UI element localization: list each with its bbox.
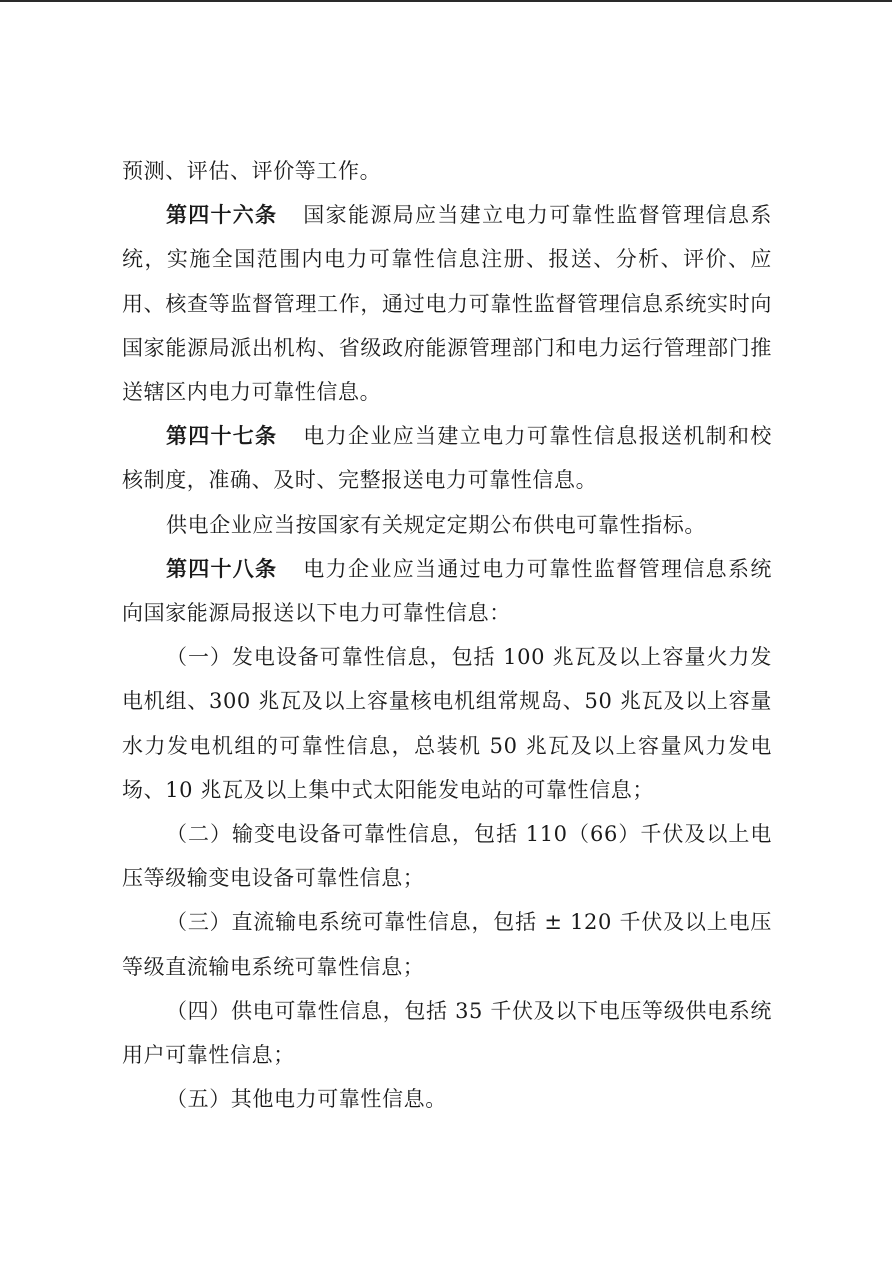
- list-item-5: [122, 1077, 772, 1121]
- list-item-1: [122, 635, 772, 812]
- article-number: 第四十八条: [166, 556, 278, 581]
- paragraph-text: （一）发电设备可靠性信息，包括 100 兆瓦及以上容量火力发电机组、300 兆瓦及以上容量核电机组常规岛、50 兆瓦及以上容量水力发电机组的可靠性信息，总装机 50 兆瓦及以上容量风力发电场、10 兆瓦及以上集中式太阳能发电站的可靠性信息；: [122, 645, 772, 802]
- list-item-2: [122, 812, 772, 900]
- document-body: [122, 149, 772, 1121]
- paragraph-text: 预测、评估、评价等工作。: [122, 159, 382, 183]
- article-46-paragraph: [122, 193, 772, 414]
- article-number: 第四十六条: [166, 203, 278, 228]
- paragraph-text: （五）其他电力可靠性信息。: [166, 1087, 447, 1112]
- supply-disclosure-paragraph: [122, 503, 772, 547]
- paragraph-continuation: [122, 149, 772, 193]
- paragraph-text: （四）供电可靠性信息，包括 35 千伏及以下电压等级供电系统用户可靠性信息；: [122, 998, 772, 1068]
- paragraph-text: （三）直流输电系统可靠性信息，包括 ± 120 千伏及以上电压等级直流输电系统可靠性信息；: [122, 910, 772, 979]
- paragraph-text: 电力企业应当建立电力可靠性信息报送机制和校核制度，准确、及时、完整报送电力可靠性信息。: [122, 424, 772, 493]
- paragraph-text: （二）输变电设备可靠性信息，包括 110（66）千伏及以上电压等级输变电设备可靠性信息；: [122, 822, 772, 891]
- paragraph-text: 供电企业应当按国家有关规定定期公布供电可靠性指标。: [166, 512, 706, 537]
- article-48-paragraph: [122, 547, 772, 635]
- paragraph-text: 国家能源局应当建立电力可靠性监督管理信息系统，实施全国范围内电力可靠性信息注册、报送、分析、评价、应用、核查等监督管理工作，通过电力可靠性监督管理信息系统实时向国家能源局派出机构、省级政府能源管理部门和电力运行管理部门推送辖区内电力可靠性信息。: [122, 203, 772, 405]
- page-top-border: [0, 0, 892, 2]
- article-47-paragraph: [122, 414, 772, 502]
- paragraph-text: 电力企业应当通过电力可靠性监督管理信息系统向国家能源局报送以下电力可靠性信息：: [122, 556, 772, 626]
- list-item-3: [122, 900, 772, 988]
- article-number: 第四十七条: [166, 424, 278, 449]
- list-item-4: [122, 989, 772, 1077]
